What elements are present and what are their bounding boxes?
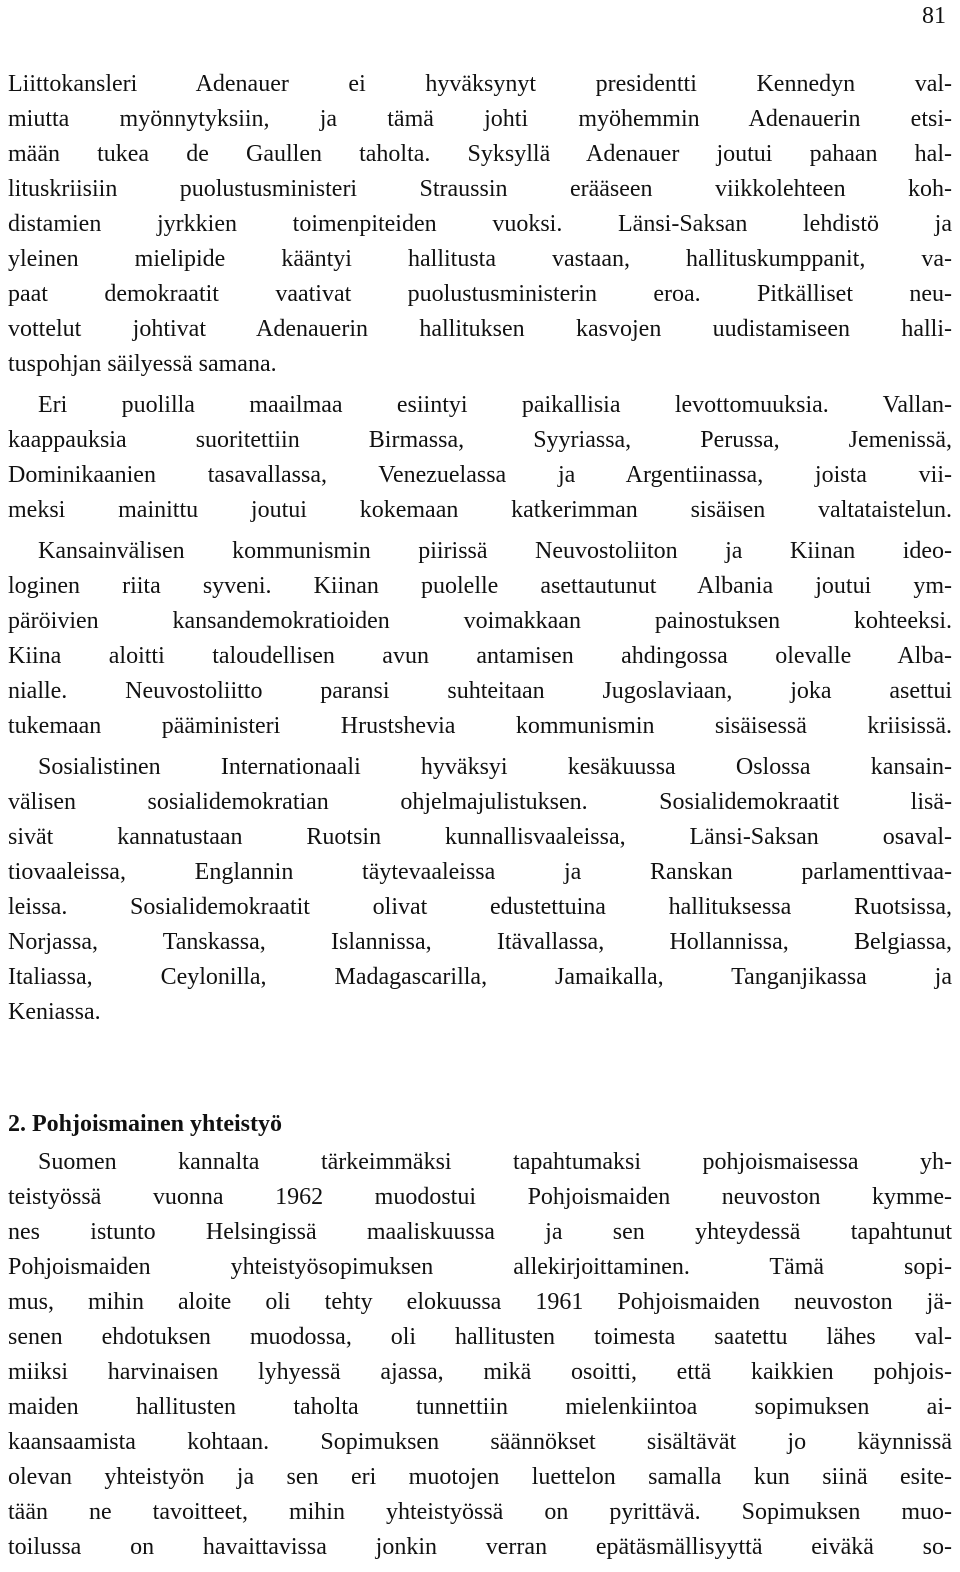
text-line: teistyössä vuonna 1962 muodostui Pohjoismaiden neuvoston kymme- [8,1184,952,1210]
text-line: Kansainvälisen kommunismin piirissä Neuvostoliiton ja Kiinan ideo- [38,538,952,564]
text-line: toilussa on havaittavissa jonkin verran epätäsmällisyyttä eiväkä so- [8,1534,952,1560]
text-line: olevan yhteistyön ja sen eri muotojen luettelon samalla kun siinä esite- [8,1464,952,1490]
text-line: loginen riita syveni. Kiinan puolelle asettautunut Albania joutui ym- [8,573,952,599]
text-line: tiovaaleissa, Englannin täytevaaleissa ja Ranskan parlamenttivaa- [8,859,952,885]
text-line: Sosialistinen Internationaali hyväksyi kesäkuussa Oslossa kansain- [38,754,952,780]
text-line: Dominikaanien tasavallassa, Venezuelassa ja Argentiinassa, joista vii- [8,462,952,488]
text-line: Norjassa, Tanskassa, Islannissa, Itävallassa, Hollannissa, Belgiassa, [8,929,952,955]
text-line: leissa. Sosialidemokraatit olivat edustettuina hallituksessa Ruotsissa, [8,894,952,920]
text-line: maiden hallitusten taholta tunnettiin mielenkiintoa sopimuksen ai- [8,1394,952,1420]
text-line: Pohjoismaiden yhteistyösopimuksen allekirjoittaminen. Tämä sopi- [8,1254,952,1280]
text-line: Italiassa, Ceylonilla, Madagascarilla, Jamaikalla, Tanganjikassa ja [8,964,952,990]
text-line: yleinen mielipide kääntyi hallitusta vastaan, hallituskumppanit, va- [8,246,952,272]
section-heading: 2. Pohjoismainen yhteistyö [8,1111,283,1137]
text-line: Kiina aloitti taloudellisen avun antamisen ahdingossa olevalle Alba- [8,643,952,669]
text-line: tään ne tavoitteet, mihin yhteistyössä on pyrittävä. Sopimuksen muo- [8,1499,952,1525]
text-line: Suomen kannalta tärkeimmäksi tapahtumaksi pohjoismaisessa yh- [38,1149,952,1175]
text-line: meksi mainittu joutui kokemaan katkerimman sisäisen valtataistelun. [8,497,952,523]
text-line: mään tukea de Gaullen taholta. Syksyllä Adenauer joutui pahaan hal- [8,141,952,167]
text-line: miiksi harvinaisen lyhyessä ajassa, mikä osoitti, että kaikkien pohjois- [8,1359,952,1385]
text-line: Eri puolilla maailmaa esiintyi paikallisia levottomuuksia. Vallan- [38,392,952,418]
text-line: päröivien kansandemokratioiden voimakkaan painostuksen kohteeksi. [8,608,952,634]
text-line: Liittokansleri Adenauer ei hyväksynyt presidentti Kennedyn val- [8,71,952,97]
page-number: 81 [922,3,946,29]
text-line: kaappauksia suoritettiin Birmassa, Syyriassa, Perussa, Jemenissä, [8,427,952,453]
text-line: nialle. Neuvostoliitto paransi suhteitaan Jugoslaviaan, joka asettui [8,678,952,704]
text-line: sivät kannatustaan Ruotsin kunnallisvaaleissa, Länsi-Saksan osaval- [8,824,952,850]
text-line: distamien jyrkkien toimenpiteiden vuoksi. Länsi-Saksan lehdistö ja [8,211,952,237]
text-line: kaansaamista kohtaan. Sopimuksen säännökset sisältävät jo käynnissä [8,1429,952,1455]
text-line: vottelut johtivat Adenauerin hallituksen kasvojen uudistamiseen halli- [8,316,952,342]
text-line: välisen sosialidemokratian ohjelmajulistuksen. Sosialidemokraatit lisä- [8,789,952,815]
text-line: paat demokraatit vaativat puolustusministerin eroa. Pitkälliset neu- [8,281,952,307]
text-line: tuspohjan säilyessä samana. [8,351,277,377]
text-line: senen ehdotuksen muodossa, oli hallitusten toimesta saatettu lähes val- [8,1324,952,1350]
text-line: tukemaan pääministeri Hrustshevia kommunismin sisäisessä kriisissä. [8,713,952,739]
text-line: Keniassa. [8,999,101,1025]
text-line: mus, mihin aloite oli tehty elokuussa 1961 Pohjoismaiden neuvoston jä- [8,1289,952,1315]
text-line: miutta myönnytyksiin, ja tämä johti myöhemmin Adenauerin etsi- [8,106,952,132]
text-line: lituskriisiin puolustusministeri Straussin erääseen viikkolehteen koh- [8,176,952,202]
text-line: nes istunto Helsingissä maaliskuussa ja sen yhteydessä tapahtunut [8,1219,952,1245]
